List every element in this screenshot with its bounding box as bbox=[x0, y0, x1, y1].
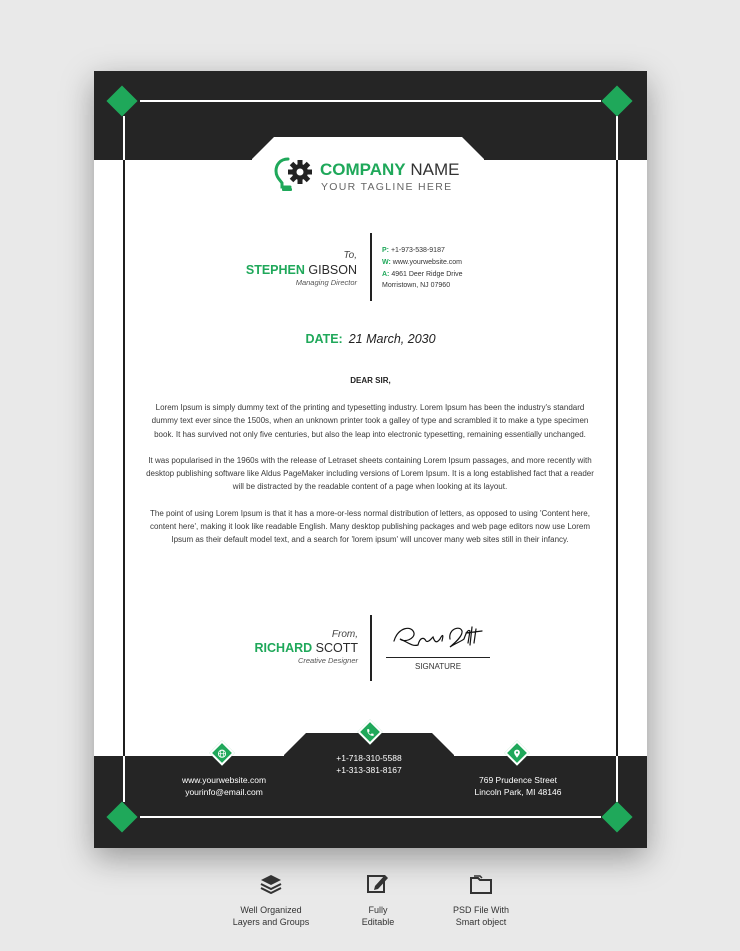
frame-line-left-top bbox=[123, 116, 125, 160]
company-name: COMPANY NAME bbox=[320, 160, 460, 179]
date-line: DATE: 21 March, 2030 bbox=[305, 332, 436, 346]
contact-phone: P: +1-973-538-9187 bbox=[382, 247, 445, 254]
sender-name: RICHARD SCOTT bbox=[254, 641, 358, 655]
footer-address-line2: Lincoln Park, MI 48146 bbox=[474, 787, 562, 797]
salutation: DEAR SIR, bbox=[350, 376, 391, 385]
footer-web-email bbox=[149, 774, 299, 798]
footer-website: www.yourwebsite.com bbox=[181, 775, 267, 785]
company-tagline: YOUR TAGLINE HERE bbox=[321, 181, 453, 193]
feature-layers bbox=[216, 870, 326, 928]
footer-phone-1: +1-718-310-5588 bbox=[336, 753, 402, 763]
contact-block bbox=[382, 245, 463, 290]
folder-icon bbox=[470, 875, 492, 894]
edit-icon bbox=[367, 872, 389, 894]
frame-line-bottom bbox=[140, 816, 601, 818]
to-label: To, bbox=[343, 250, 357, 261]
footer-phones bbox=[294, 752, 444, 776]
contact-address: A: 4961 Deer Ridge Drive bbox=[382, 271, 463, 278]
recipient-block bbox=[246, 250, 357, 287]
feature-line-1: Fully bbox=[368, 905, 388, 915]
frame-line-right-bottom bbox=[616, 756, 618, 802]
footer-address bbox=[443, 774, 593, 798]
feature-line-1: Well Organized bbox=[240, 905, 302, 915]
feature-strip bbox=[0, 870, 740, 940]
contact-address-line2: Morristown, NJ 07960 bbox=[382, 282, 451, 289]
sender-divider bbox=[370, 615, 372, 681]
feature-line-2: Smart object bbox=[455, 917, 507, 927]
recipient-role: Managing Director bbox=[295, 278, 357, 287]
footer-address-line1: 769 Prudence Street bbox=[479, 775, 557, 785]
lightbulb-gear-icon bbox=[274, 155, 318, 195]
handwritten-signature bbox=[390, 619, 485, 655]
feature-line-1: PSD File With bbox=[452, 905, 509, 915]
recipient-name: STEPHEN GIBSON bbox=[245, 263, 357, 277]
frame-line-left-bottom bbox=[123, 756, 125, 802]
letterhead-page bbox=[94, 71, 647, 848]
signature-line bbox=[386, 657, 490, 658]
footer-email: yourinfo@email.com bbox=[185, 787, 263, 797]
frame-line-right-top bbox=[616, 116, 618, 160]
letter-body bbox=[144, 401, 596, 560]
layers-icon bbox=[260, 874, 282, 894]
contact-website: W: www.yourwebsite.com bbox=[382, 259, 463, 266]
feature-line-2: Layers and Groups bbox=[232, 917, 310, 927]
sender-role: Creative Designer bbox=[297, 656, 358, 665]
frame-line-top bbox=[140, 100, 601, 102]
company-logo bbox=[274, 155, 474, 197]
paragraph: The point of using Lorem Ipsum is that it has a more-or-less normal distribution of letters, as opposed to using 'Content here, content here', making it look like readable English. Many desktop publishing packages and web page editors now use Lorem Ipsum as their default model text, and a search for 'lorem ipsum' will uncover many web sites still in their infancy. bbox=[149, 508, 590, 545]
feature-line-2: Editable bbox=[361, 917, 395, 927]
feature-editable bbox=[323, 870, 433, 928]
recipient-divider bbox=[370, 233, 372, 301]
paragraph: It was popularised in the 1960s with the release of Letraset sheets containing Lorem Ipsum passages, and more recently with desktop publishing software like Aldus PageMaker including versions of Lorem Ipsum. It is a long established fact that a reader will be distracted by the readable content of a page when looking at its layout. bbox=[146, 455, 594, 492]
frame-line-right bbox=[616, 160, 618, 756]
feature-psd bbox=[426, 870, 536, 928]
signature-label: SIGNATURE bbox=[414, 662, 462, 671]
from-label: From, bbox=[331, 629, 358, 640]
footer-phone-2: +1-313-381-8167 bbox=[336, 765, 402, 775]
frame-line-left bbox=[123, 160, 125, 756]
sender-block bbox=[255, 629, 358, 665]
paragraph: Lorem Ipsum is simply dummy text of the printing and typesetting industry. Lorem Ipsum has been the industry's standard dummy text ever since the 1500s, when an unknown printer took a galley of type and scrambled it to make a type specimen book. It has survived not only five centuries, but also the leap into electronic typesetting, remaining essentially unchanged. bbox=[151, 403, 589, 439]
